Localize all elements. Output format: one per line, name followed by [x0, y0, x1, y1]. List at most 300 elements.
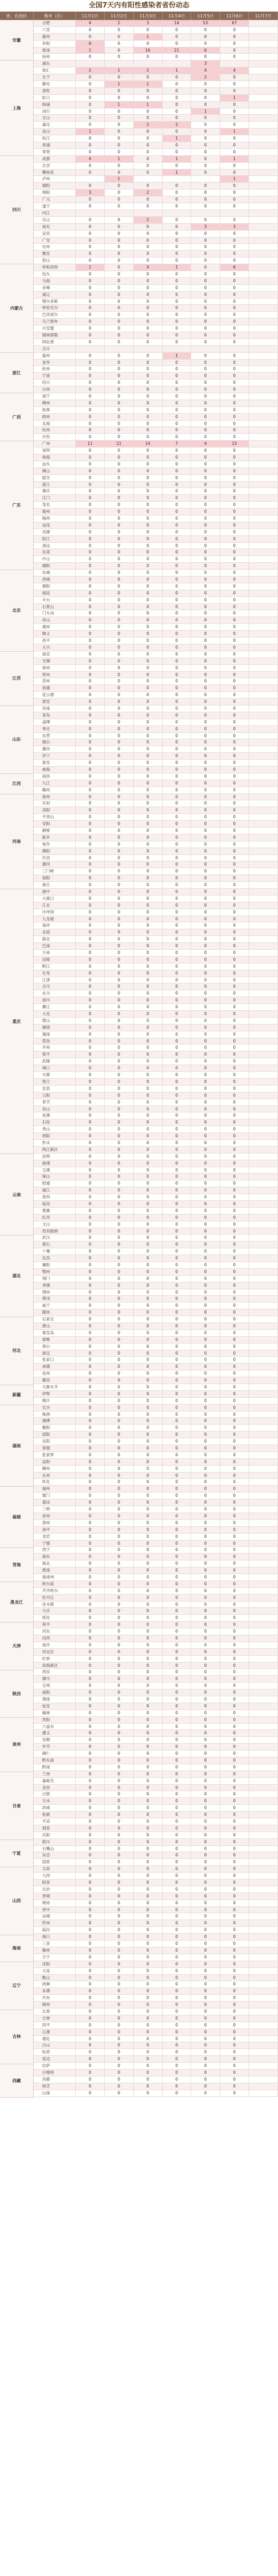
case-count: 0: [163, 414, 192, 421]
case-count: 0: [163, 1981, 192, 1988]
case-count: [249, 1574, 278, 1581]
case-count: 0: [134, 617, 163, 624]
case-count: 0: [191, 1018, 220, 1025]
case-count: [249, 1608, 278, 1615]
case-count: 0: [76, 2022, 105, 2029]
city-name: 长春: [34, 2008, 76, 2015]
case-count: 0: [134, 325, 163, 332]
case-count: 0: [76, 1025, 105, 1031]
case-count: 0: [105, 1975, 134, 1982]
case-count: [249, 1934, 278, 1941]
case-count: 0: [105, 1567, 134, 1574]
case-count: 2: [76, 67, 105, 74]
case-count: 0: [105, 929, 134, 936]
case-count: 0: [134, 1459, 163, 1466]
case-count: 0: [191, 102, 220, 108]
case-count: [249, 1215, 278, 1221]
case-count: 0: [163, 1201, 192, 1208]
case-count: 0: [191, 468, 220, 475]
table-row: [0, 739, 278, 746]
case-count: 0: [105, 760, 134, 767]
case-count: 0: [191, 1791, 220, 1798]
case-count: 0: [163, 882, 192, 889]
case-count: 0: [191, 264, 220, 271]
case-count: 0: [191, 393, 220, 400]
case-count: 0: [105, 651, 134, 658]
case-count: [249, 692, 278, 699]
table-row: [0, 149, 278, 156]
case-count: 0: [220, 2070, 249, 2076]
city-name: 韶关: [34, 475, 76, 482]
case-count: 0: [220, 1567, 249, 1574]
case-count: 0: [134, 1337, 163, 1344]
case-count: [76, 176, 105, 183]
case-count: 0: [220, 88, 249, 95]
case-count: 0: [191, 1486, 220, 1493]
case-count: 0: [220, 115, 249, 122]
case-count: 0: [76, 1730, 105, 1737]
city-name: 廊坊: [34, 1377, 76, 1384]
table-row: [0, 1764, 278, 1771]
case-count: 0: [163, 848, 192, 855]
case-count: [249, 61, 278, 67]
case-count: 0: [163, 1018, 192, 1025]
case-count: 0: [163, 556, 192, 563]
city-name: 乌鲁木齐: [34, 1384, 76, 1391]
province-label: 新疆: [0, 1385, 34, 1406]
case-count: 0: [134, 2070, 163, 2076]
case-count: [249, 1276, 278, 1282]
case-count: 0: [163, 1418, 192, 1425]
case-count: 0: [163, 1663, 192, 1669]
province-label: 四川: [0, 156, 34, 264]
case-count: 0: [105, 1262, 134, 1269]
case-count: [134, 176, 163, 183]
city-name: 晋中: [34, 1907, 76, 1914]
case-count: 0: [220, 27, 249, 34]
case-count: [249, 1669, 278, 1676]
case-count: 0: [163, 509, 192, 515]
case-count: 0: [191, 156, 220, 163]
table-row: [0, 1730, 278, 1737]
case-count: 0: [134, 1710, 163, 1717]
case-count: 0: [76, 1954, 105, 1961]
case-count: [249, 400, 278, 407]
case-count: 0: [76, 2036, 105, 2043]
case-count: 0: [191, 590, 220, 597]
city-name: 邢台: [34, 1344, 76, 1350]
case-count: 0: [134, 983, 163, 990]
case-count: 0: [76, 617, 105, 624]
case-count: 0: [191, 563, 220, 570]
case-count: [249, 156, 278, 163]
case-count: 0: [163, 1106, 192, 1113]
case-count: 0: [134, 251, 163, 257]
case-count: 0: [105, 1241, 134, 1248]
case-count: 0: [220, 1832, 249, 1839]
city-name: 垫江: [34, 1079, 76, 1086]
case-count: [249, 122, 278, 128]
case-count: 0: [220, 746, 249, 753]
case-count: 0: [191, 719, 220, 726]
case-count: 0: [76, 1771, 105, 1778]
case-count: 0: [76, 1595, 105, 1602]
case-count: 0: [163, 1452, 192, 1459]
case-count: 0: [105, 163, 134, 170]
table-row: [0, 821, 278, 828]
case-count: 0: [76, 1296, 105, 1302]
case-count: 0: [134, 1425, 163, 1431]
case-count: [249, 353, 278, 360]
table-row: [0, 1608, 278, 1615]
case-count: 0: [134, 128, 163, 135]
case-count: 0: [191, 1798, 220, 1805]
case-count: 0: [105, 1737, 134, 1744]
case-count: 0: [76, 1669, 105, 1676]
case-count: [249, 638, 278, 644]
case-count: 0: [191, 1499, 220, 1506]
case-count: 0: [76, 170, 105, 176]
case-count: 0: [191, 848, 220, 855]
case-count: 0: [191, 1832, 220, 1839]
table-row: [0, 1975, 278, 1982]
case-count: [249, 1778, 278, 1785]
case-count: 0: [76, 597, 105, 604]
case-count: [249, 651, 278, 658]
case-count: 0: [220, 1934, 249, 1941]
case-count: 0: [134, 1065, 163, 1072]
case-count: [249, 1818, 278, 1825]
case-count: [249, 1173, 278, 1180]
table-row: [0, 1119, 278, 1126]
data-table: [0, 12, 278, 2097]
case-count: 0: [134, 651, 163, 658]
case-count: 0: [105, 665, 134, 672]
city-name: 文山: [34, 1221, 76, 1228]
case-count: 0: [220, 2002, 249, 2008]
case-count: 0: [134, 1717, 163, 1724]
city-name: 铜川: [34, 1676, 76, 1683]
case-count: 0: [105, 950, 134, 957]
case-count: 0: [163, 203, 192, 210]
case-count: 0: [220, 1241, 249, 1248]
province-label: 贵州: [0, 1718, 34, 1772]
table-row: [0, 325, 278, 332]
case-count: 0: [220, 2076, 249, 2083]
case-count: 0: [220, 325, 249, 332]
case-count: 0: [76, 1316, 105, 1323]
table-row: [0, 1941, 278, 1947]
table-row: [0, 1947, 278, 1954]
city-name: 合川: [34, 983, 76, 990]
case-count: 0: [220, 576, 249, 583]
case-count: 0: [191, 1038, 220, 1045]
case-count: [249, 1119, 278, 1126]
case-count: [249, 102, 278, 108]
case-count: [249, 2056, 278, 2063]
city-name: 眉山: [34, 257, 76, 264]
case-count: [249, 753, 278, 760]
case-count: 0: [220, 292, 249, 299]
case-count: [249, 312, 278, 319]
city-name: 綦江: [34, 1004, 76, 1011]
case-count: 0: [163, 1785, 192, 1792]
case-count: 0: [105, 583, 134, 590]
case-count: [249, 1126, 278, 1133]
case-count: 0: [134, 773, 163, 780]
city-name: 巴南: [34, 943, 76, 950]
city-name: 南平: [34, 1527, 76, 1534]
city-name: 金华: [34, 360, 76, 366]
case-count: [249, 1554, 278, 1560]
case-count: 4: [76, 156, 105, 163]
case-count: [249, 1534, 278, 1540]
table-row: [0, 1180, 278, 1187]
case-count: [249, 821, 278, 828]
case-count: 3: [76, 190, 105, 196]
city-name: 渭南: [34, 1696, 76, 1703]
case-count: 0: [134, 1364, 163, 1370]
case-count: 0: [163, 1744, 192, 1751]
table-row: [0, 170, 278, 176]
case-count: 0: [134, 549, 163, 556]
case-count: 0: [134, 1167, 163, 1174]
table-row: [0, 922, 278, 929]
case-count: [249, 1717, 278, 1724]
case-count: [249, 807, 278, 814]
case-count: 0: [220, 1737, 249, 1744]
case-count: 0: [134, 1696, 163, 1703]
case-count: 0: [191, 1045, 220, 1051]
case-count: 0: [76, 1567, 105, 1574]
case-count: [249, 604, 278, 611]
case-count: 0: [76, 95, 105, 102]
case-count: 0: [105, 678, 134, 685]
case-count: 0: [220, 1051, 249, 1058]
case-count: 0: [191, 1988, 220, 1995]
province-label: 重庆: [0, 889, 34, 1154]
province-label: 上海: [0, 61, 34, 156]
table-row: [0, 454, 278, 461]
case-count: [249, 644, 278, 651]
case-count: 0: [220, 1988, 249, 1995]
table-row: [0, 773, 278, 780]
case-count: 0: [163, 1703, 192, 1710]
city-name: 武隆: [34, 1058, 76, 1065]
case-count: 0: [191, 41, 220, 47]
case-count: 0: [163, 739, 192, 746]
case-count: 0: [163, 1235, 192, 1241]
case-count: [249, 1954, 278, 1961]
case-count: 0: [163, 299, 192, 305]
case-count: 0: [105, 1764, 134, 1771]
case-count: 0: [105, 1364, 134, 1370]
table-row: [0, 1846, 278, 1853]
city-name: 桂林: [34, 407, 76, 414]
case-count: 0: [76, 800, 105, 807]
table-row: [0, 1520, 278, 1527]
case-count: 0: [163, 278, 192, 285]
city-name: 海北: [34, 1560, 76, 1567]
case-count: 0: [220, 54, 249, 61]
case-count: 0: [220, 1058, 249, 1065]
city-name: 开州: [34, 1045, 76, 1051]
case-count: 0: [76, 2083, 105, 2090]
city-name: 滁州: [34, 34, 76, 41]
case-count: 0: [76, 1133, 105, 1140]
case-count: 0: [105, 1031, 134, 1038]
case-count: 0: [134, 2029, 163, 2036]
case-count: 0: [191, 1411, 220, 1418]
city-name: 阳江: [34, 536, 76, 543]
city-name: 绥化: [34, 1615, 76, 1622]
case-count: 0: [163, 2036, 192, 2043]
case-count: 0: [105, 1608, 134, 1615]
case-count: 0: [191, 407, 220, 414]
case-count: 0: [163, 475, 192, 482]
case-count: [249, 1092, 278, 1099]
table-row: [0, 658, 278, 665]
case-count: 0: [134, 332, 163, 339]
case-count: 0: [191, 828, 220, 834]
case-count: [249, 1038, 278, 1045]
case-count: 0: [76, 257, 105, 264]
table-row: [0, 1289, 278, 1296]
case-count: 0: [105, 1452, 134, 1459]
case-count: 0: [191, 787, 220, 794]
city-name: 抚顺: [34, 1981, 76, 1988]
case-count: 0: [163, 950, 192, 957]
case-count: 0: [191, 1602, 220, 1608]
case-count: 0: [220, 1194, 249, 1201]
case-count: 0: [191, 1628, 220, 1635]
case-count: [249, 1560, 278, 1567]
case-count: 0: [105, 1744, 134, 1751]
case-count: 0: [163, 1757, 192, 1764]
case-count: 0: [105, 522, 134, 529]
case-count: [249, 1493, 278, 1499]
case-count: 0: [163, 1961, 192, 1968]
case-count: 0: [220, 2063, 249, 2070]
case-count: 0: [220, 1493, 249, 1499]
case-count: 0: [220, 1445, 249, 1452]
case-count: 0: [191, 1493, 220, 1499]
case-count: 0: [163, 970, 192, 977]
case-count: 0: [105, 27, 134, 34]
case-count: 0: [191, 366, 220, 373]
case-count: 0: [220, 875, 249, 882]
case-count: 0: [105, 1791, 134, 1798]
case-count: 1: [191, 108, 220, 115]
case-count: 0: [220, 454, 249, 461]
case-count: 0: [191, 1106, 220, 1113]
case-count: 4: [76, 20, 105, 27]
table-row: [0, 875, 278, 882]
case-count: [249, 1900, 278, 1907]
case-count: 0: [191, 1520, 220, 1527]
case-count: 0: [76, 1628, 105, 1635]
case-count: [249, 563, 278, 570]
case-count: 0: [134, 1276, 163, 1282]
case-count: [105, 346, 134, 353]
case-count: 0: [220, 1296, 249, 1302]
case-count: 0: [220, 74, 249, 81]
table-row: [0, 461, 278, 468]
case-count: [249, 1961, 278, 1968]
city-name: 门头沟: [34, 610, 76, 617]
case-count: 0: [105, 1499, 134, 1506]
city-name: 淄博: [34, 719, 76, 726]
case-count: 0: [105, 658, 134, 665]
case-count: 0: [76, 1119, 105, 1126]
case-count: 0: [134, 556, 163, 563]
case-count: 0: [220, 1160, 249, 1167]
case-count: 0: [105, 1581, 134, 1588]
case-count: 0: [134, 780, 163, 787]
case-count: 0: [105, 224, 134, 231]
case-count: 0: [105, 1289, 134, 1296]
city-name: 焦作: [34, 841, 76, 848]
case-count: [249, 1384, 278, 1391]
case-count: 0: [163, 1133, 192, 1140]
city-name: 喀什: [34, 1398, 76, 1405]
case-count: 0: [76, 638, 105, 644]
case-count: 0: [105, 488, 134, 495]
table-row: [0, 1018, 278, 1025]
case-count: 0: [163, 1628, 192, 1635]
case-count: 0: [134, 1208, 163, 1215]
case-count: 3: [191, 61, 220, 67]
case-count: 0: [163, 81, 192, 88]
case-count: [249, 1927, 278, 1934]
case-count: 0: [105, 1187, 134, 1194]
case-count: 0: [220, 1540, 249, 1547]
case-count: 1: [163, 170, 192, 176]
case-count: [249, 421, 278, 427]
city-name: 常州: [34, 672, 76, 679]
case-count: 0: [220, 2042, 249, 2049]
table-row: [0, 889, 278, 896]
case-count: 0: [105, 414, 134, 421]
case-count: 1: [76, 47, 105, 54]
case-count: [249, 861, 278, 868]
city-name: 贵阳: [34, 1717, 76, 1724]
case-count: [249, 1656, 278, 1663]
case-count: 0: [134, 692, 163, 699]
case-count: 0: [134, 1785, 163, 1792]
case-count: [249, 882, 278, 889]
case-count: 0: [163, 1221, 192, 1228]
case-count: 0: [163, 1581, 192, 1588]
case-count: 0: [134, 1879, 163, 1886]
city-name: 金山: [34, 128, 76, 135]
table-row: [0, 1818, 278, 1825]
city-name: 揭阳: [34, 563, 76, 570]
city-name: 惠州: [34, 509, 76, 515]
case-count: 0: [220, 1418, 249, 1425]
case-count: 0: [163, 1384, 192, 1391]
case-count: 0: [163, 257, 192, 264]
city-name: 黄冈: [34, 1296, 76, 1302]
case-count: 0: [191, 1391, 220, 1398]
case-count: 0: [76, 1920, 105, 1927]
city-name: 安阳: [34, 821, 76, 828]
case-count: [249, 257, 278, 264]
case-count: 0: [163, 1968, 192, 1975]
case-count: 0: [163, 380, 192, 386]
case-count: 0: [76, 997, 105, 1004]
case-count: 0: [220, 1534, 249, 1540]
